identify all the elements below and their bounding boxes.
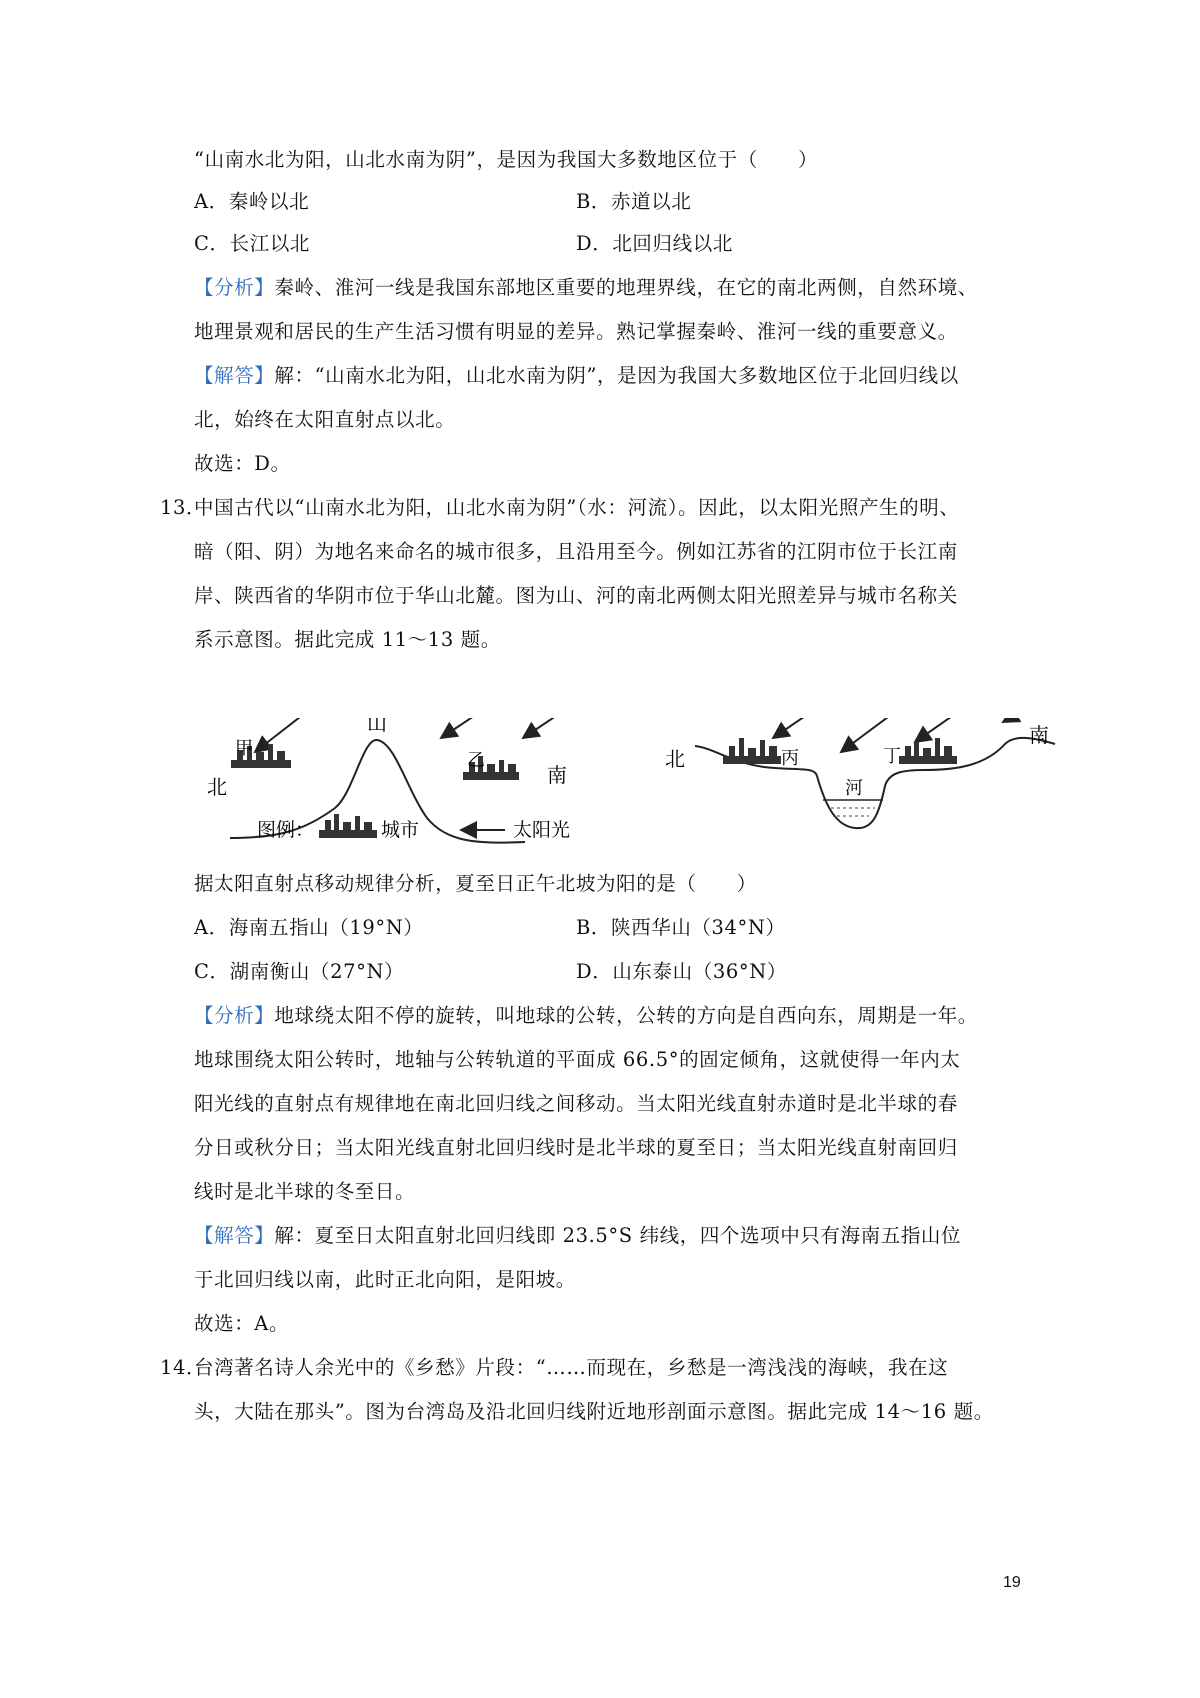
page-number: 19: [1003, 1574, 1021, 1591]
q12-analysis-line-2: 地理景观和居民的生产生活习惯有明显的差异。熟记掌握秦岭、淮河一线的重要意义。: [194, 320, 958, 343]
legend-city-label: 城市: [381, 819, 420, 841]
q13-analysis-line-1: [194, 1002, 978, 1030]
analysis-tag: 【分析】: [194, 1004, 275, 1027]
label-bing: 丙: [781, 748, 799, 769]
sunray-7: [915, 718, 1001, 742]
label-mountain: 山: [367, 718, 387, 735]
q12-option-b: B．赤道以北: [576, 190, 692, 213]
label-south-left: 南: [547, 763, 567, 787]
q13-option-b: B．陕西华山（34°N）: [576, 916, 786, 939]
q13-analysis-line-3: 阳光线的直射点有规律地在南北回归线之间移动。当太阳光线直射赤道时是北半球的春: [194, 1092, 958, 1115]
sunray-4: [523, 718, 607, 738]
analysis-text: 地球绕太阳不停的旋转，叫地球的公转，公转的方向是自西向东，周期是一年。: [274, 1004, 978, 1027]
q13-option-d: D．山东泰山（36°N）: [576, 960, 787, 983]
legend-label: 图例：: [257, 819, 315, 841]
q13-intro-line-2: 暗（阳、阴）为地名来命名的城市很多，且沿用至今。例如江苏省的江阴市位于长江南: [194, 540, 958, 563]
q13-option-c: C．湖南衡山（27°N）: [194, 960, 405, 983]
label-south-right: 南: [1029, 723, 1049, 747]
label-yi: 乙: [467, 750, 485, 771]
q12-option-c: C．长江以北: [194, 232, 311, 255]
q13-intro-line-4: 系示意图。据此完成 11～13 题。: [194, 628, 501, 651]
q12-answer-line-1: [194, 362, 959, 390]
q12-option-a: A．秦岭以北: [194, 190, 310, 213]
q12-choice: 故选：D。: [194, 452, 291, 475]
legend-sun-label: 太阳光: [513, 819, 571, 841]
label-river: 河: [845, 778, 863, 799]
q13-option-a: A．海南五指山（19°N）: [194, 916, 424, 939]
q13-number: 13．: [160, 496, 207, 519]
legend-city-icon: [319, 814, 377, 838]
label-ding: 丁: [883, 746, 901, 767]
q13-answer-line-2: 于北回归线以南，此时正北向阳，是阳坡。: [194, 1268, 576, 1291]
label-north-right: 北: [665, 747, 685, 771]
sunray-8: [1003, 718, 1075, 722]
q13-intro-line-3: 岸、陕西省的华阴市位于华山北麓。图为山、河的南北两侧太阳光照差异与城市名称关: [194, 584, 958, 607]
q12-answer-line-2: 北，始终在太阳直射点以北。: [194, 408, 456, 431]
q13-analysis-line-5: 线时是北半球的冬至日。: [194, 1180, 416, 1203]
q13-analysis-line-4: 分日或秋分日；当太阳光线直射北回归线时是北半球的夏至日；当太阳光线直射南回归: [194, 1136, 958, 1159]
q12-analysis-line-1: [194, 274, 978, 302]
answer-tag: 【解答】: [194, 364, 275, 387]
q14-number: 14．: [160, 1356, 207, 1379]
q12-stem: “山南水北为阳，山北水南为阴”，是因为我国大多数地区位于（ ）: [194, 148, 819, 171]
label-north-left: 北: [207, 775, 227, 799]
q14-intro-line-2: 头，大陆在那头”。图为台湾岛及沿北回归线附近地形剖面示意图。据此完成 14～16 题。: [194, 1400, 994, 1423]
analysis-text: 秦岭、淮河一线是我国东部地区重要的地理界线，在它的南北两侧，自然环境、: [274, 276, 978, 299]
q13-analysis-line-2: 地球围绕太阳公转时，地轴与公转轨道的平面成 66.5°的固定倾角，这就使得一年内太: [194, 1048, 961, 1071]
analysis-tag: 【分析】: [194, 276, 275, 299]
label-jia: 甲: [235, 738, 253, 759]
answer-tag: 【解答】: [194, 1224, 275, 1247]
q13-intro-line-1: 中国古代以“山南水北为阳，山北水南为阴”（水：河流）。因此，以太阳光照产生的明、: [194, 496, 960, 519]
city-ding-icon: [899, 738, 957, 764]
q13-stem: 据太阳直射点移动规律分析，夏至日正午北坡为阳的是（ ）: [194, 872, 757, 895]
sunray-5: [773, 718, 855, 738]
q13-answer-line-1: [194, 1222, 961, 1250]
answer-text: 解：夏至日太阳直射北回归线即 23.5°S 纬线，四个选项中只有海南五指山位: [274, 1224, 962, 1247]
answer-text: 解：“山南水北为阳，山北水南为阴”，是因为我国大多数地区位于北回归线以: [274, 364, 959, 387]
q12-option-d: D．北回归线以北: [576, 232, 733, 255]
q13-choice: 故选：A。: [194, 1312, 290, 1335]
river-water-hatch: [831, 808, 875, 816]
q14-intro-line-1: 台湾著名诗人余光中的《乡愁》片段：“……而现在，乡愁是一湾浅浅的海峡，我在这: [194, 1356, 949, 1379]
city-bing-icon: [723, 738, 781, 764]
sunray-3: [441, 718, 525, 738]
